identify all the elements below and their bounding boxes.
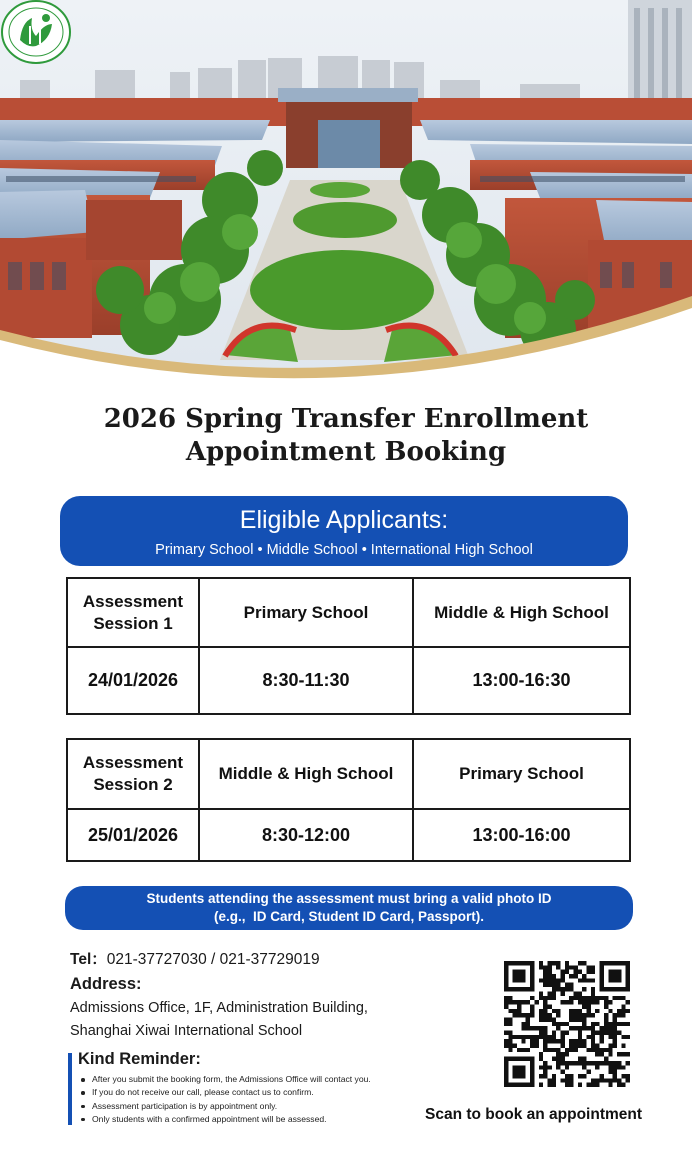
address-line-2: Shanghai Xiwai International School — [70, 1023, 303, 1039]
title-line-2: Appointment Booking — [185, 437, 507, 467]
session-2-table — [66, 738, 631, 862]
tel-value[interactable]: 021-37727030 / 021-37729019 — [106, 951, 320, 968]
session-1-col3-time: 13:00-16:30 — [413, 647, 630, 714]
session-1-col2-header: Primary School — [199, 578, 413, 647]
reminder-list — [80, 1073, 371, 1126]
session-2-date: 25/01/2026 — [67, 809, 199, 861]
session-2-col2-header: Middle & High School — [199, 739, 413, 809]
notice-line-2: (e.g., ID Card, Student ID Card, Passport). — [213, 909, 485, 924]
list-item: Assessment participation is by appointment only. — [80, 1100, 371, 1113]
session-1-table — [66, 577, 631, 715]
session-2-col3-header: Primary School — [413, 739, 630, 809]
eligible-heading: Eligible Applicants: — [239, 506, 449, 534]
campus-aerial-illustration — [0, 0, 692, 395]
reminder-accent-bar — [68, 1053, 72, 1125]
reminder-heading: Kind Reminder: — [78, 1050, 201, 1068]
session-2-col3-time: 13:00-16:00 — [413, 809, 630, 861]
notice-line-1: Students attending the assessment must bring a valid photo ID — [146, 891, 552, 906]
telephone — [70, 947, 320, 969]
page-title — [0, 403, 692, 469]
title-line-1: 2026 Spring Transfer Enrollment — [103, 404, 589, 434]
eligible-applicants-banner — [60, 496, 628, 566]
table-header-row — [67, 739, 630, 809]
eligible-subtitle: Primary School • Middle School • International High School — [155, 542, 533, 558]
campus-hero-image — [0, 0, 692, 395]
photo-id-notice — [65, 886, 633, 930]
session-1-date: 24/01/2026 — [67, 647, 199, 714]
table-row — [67, 647, 630, 714]
session-2-label: Assessment Session 2 — [67, 739, 199, 809]
list-item: If you do not receive our call, please contact us to confirm. — [80, 1086, 371, 1099]
qr-code-icon[interactable] — [504, 961, 630, 1087]
session-2-col2-time: 8:30-12:00 — [199, 809, 413, 861]
school-emblem-icon — [0, 0, 72, 64]
address-line-1: Admissions Office, 1F, Administration Building, — [70, 1000, 368, 1016]
session-1-label: Assessment Session 1 — [67, 578, 199, 647]
tel-label: Tel： — [70, 951, 107, 968]
qr-caption: Scan to book an appointment — [425, 1106, 643, 1123]
session-1-col3-header: Middle & High School — [413, 578, 630, 647]
table-row — [67, 809, 630, 861]
list-item: Only students with a confirmed appointment will be assessed. — [80, 1113, 371, 1126]
table-header-row — [67, 578, 630, 647]
list-item: After you submit the booking form, the Admissions Office will contact you. — [80, 1073, 371, 1086]
address-label: Address: — [70, 975, 142, 993]
session-1-col2-time: 8:30-11:30 — [199, 647, 413, 714]
